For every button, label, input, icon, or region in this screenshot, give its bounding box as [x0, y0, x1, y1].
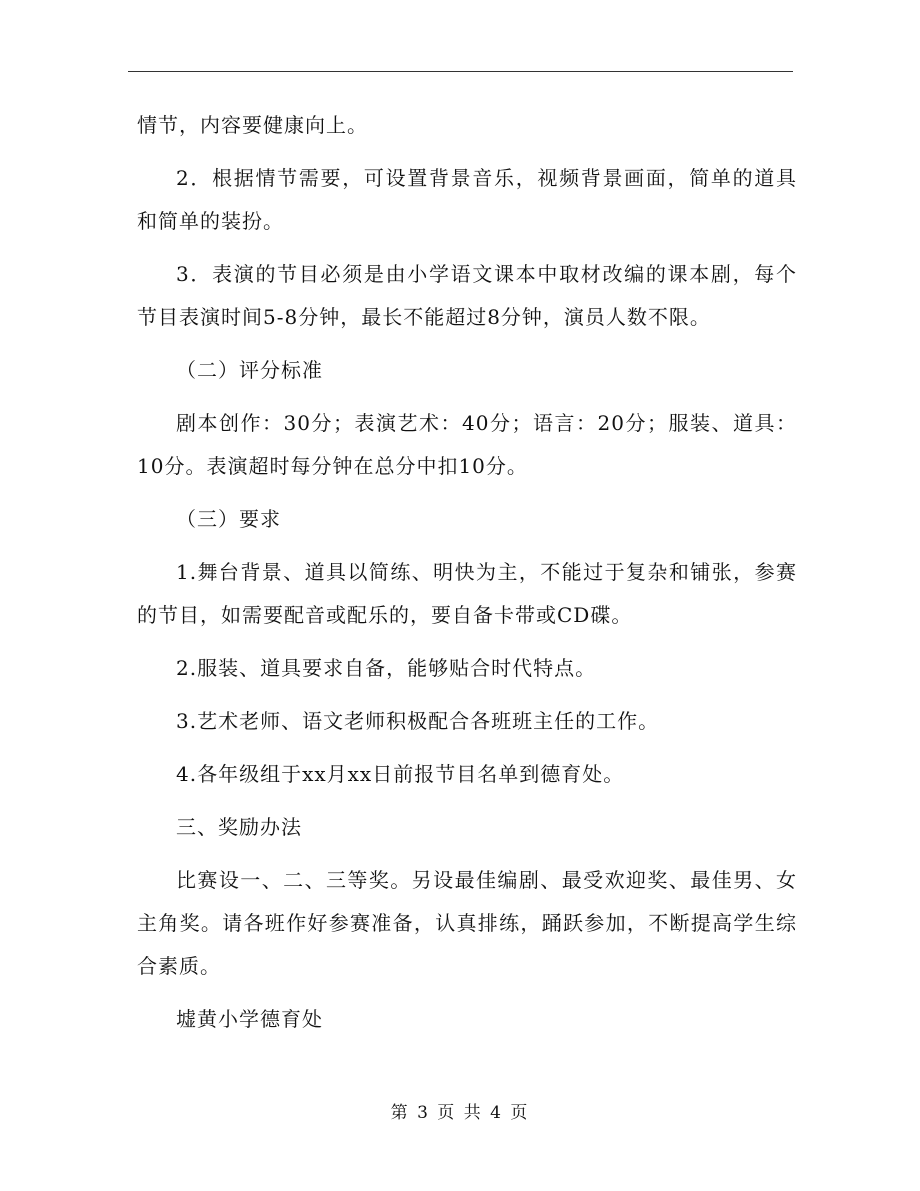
paragraph-awards: 比赛设一、二、三等奖。另设最佳编剧、最受欢迎奖、最佳男、女主角奖。请各班作好参赛准备，认真排练，踊跃参加，不断提高学生综合素质。 [137, 868, 797, 978]
requirement-4: 4.各年级组于xx月xx日前报节目名单到德育处。 [176, 762, 625, 786]
page-footer: 第 3 页 共 4 页 [390, 1103, 530, 1123]
paragraph-3: 3．表演的节目必须是由小学语文课本中取材改编的课本剧，每个节目表演时间5-8分钟，最长不能超过8分钟，演员人数不限。 [137, 262, 797, 329]
header-rule [128, 71, 793, 72]
requirement-2: 2.服装、道具要求自备，能够贴合时代特点。 [176, 656, 597, 680]
document-body [137, 104, 797, 1051]
paragraph-2: 2．根据情节需要，可设置背景音乐，视频背景画面，简单的道具和简单的装扮。 [137, 166, 797, 233]
section-heading-scoring: （二）评分标准 [176, 358, 323, 382]
paragraph-scoring: 剧本创作：30分；表演艺术：40分；语言：20分；服装、道具：10分。表演超时每分钟在总分中扣10分。 [137, 411, 797, 478]
section-heading-requirements: （三）要求 [176, 507, 281, 531]
requirement-3: 3.艺术老师、语文老师积极配合各班班主任的工作。 [176, 709, 660, 733]
paragraph-1: 情节，内容要健康向上。 [137, 113, 368, 137]
requirement-1: 1.舞台背景、道具以简练、明快为主，不能过于复杂和铺张，参赛的节目，如需要配音或配乐的，要自备卡带或CD碟。 [137, 560, 797, 627]
signature-line: 墟黄小学德育处 [176, 1007, 323, 1031]
section-heading-awards: 三、奖励办法 [176, 815, 302, 839]
